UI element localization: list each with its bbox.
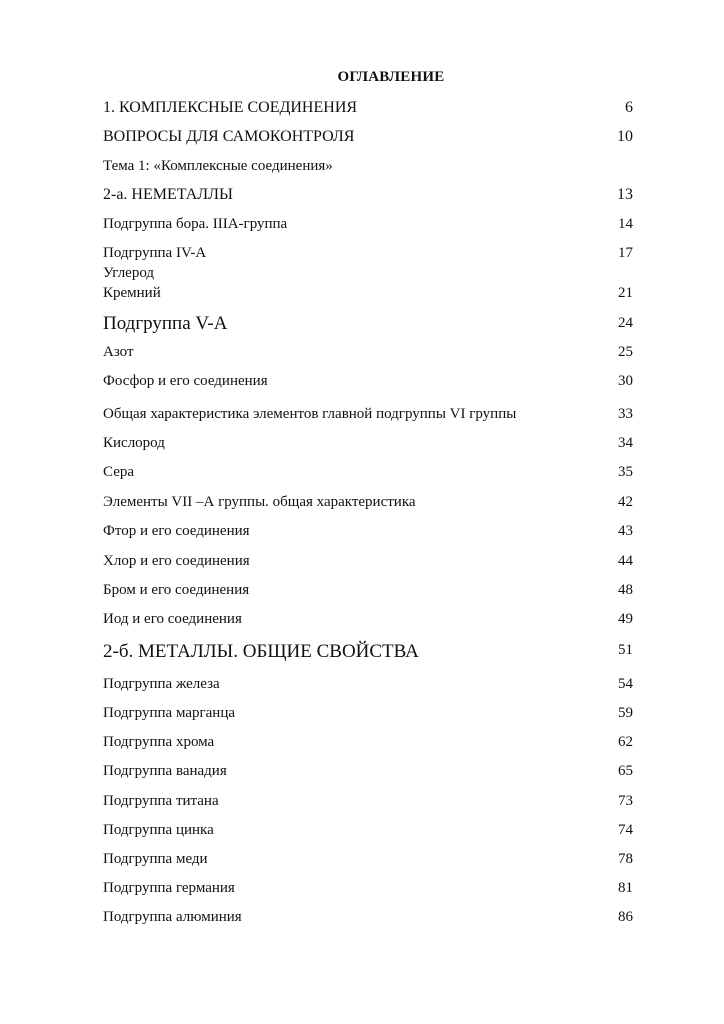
- toc-entry: [103, 763, 633, 787]
- toc-entry-page: 35: [618, 464, 633, 480]
- toc-entry: [103, 582, 633, 606]
- toc-entry-label: Иод и его соединения: [103, 611, 242, 627]
- toc-entry-label: Подгруппа хрома: [103, 734, 215, 750]
- toc-entry: [103, 523, 633, 547]
- toc-entry-page: 59: [618, 705, 633, 721]
- toc-entry-page: 17: [618, 245, 633, 261]
- toc-entry: [103, 851, 633, 875]
- toc-entry: [103, 553, 633, 577]
- toc-title: ОГЛАВЛЕНИЕ: [337, 69, 445, 85]
- toc-entry-label: 1. КОМПЛЕКСНЫЕ СОЕДИНЕНИЯ: [103, 99, 358, 116]
- toc-entry-label: 2-а. НЕМЕТАЛЛЫ: [103, 186, 233, 203]
- toc-entry-page: 74: [618, 822, 633, 838]
- toc-entry-label: Элементы VII –А группы. общая характеристика: [103, 494, 416, 510]
- toc-entry: [103, 313, 633, 337]
- toc-entry-page: 42: [618, 494, 633, 510]
- toc-entry-label: Подгруппа германия: [103, 880, 235, 896]
- toc-entry-label: Кислород: [103, 435, 165, 451]
- toc-entry: [103, 128, 633, 152]
- toc-entry: [103, 373, 633, 397]
- toc-entry-page: 73: [618, 793, 633, 809]
- toc-entry: [103, 435, 633, 459]
- toc-entry-page: 21: [618, 285, 633, 301]
- toc-entry: [103, 793, 633, 817]
- toc-entry: [103, 734, 633, 758]
- toc-entry: [103, 676, 633, 700]
- toc-entry: [103, 344, 633, 368]
- toc-entry-page: 78: [618, 851, 633, 867]
- toc-entry-label: Тема 1: «Комплексные соединения»: [103, 158, 333, 174]
- toc-entry: [103, 494, 633, 518]
- toc-entry-page: 51: [618, 642, 633, 658]
- toc-entry-page: 48: [618, 582, 633, 598]
- toc-entry: [103, 880, 633, 904]
- toc-entry-label: Подгруппа железа: [103, 676, 220, 692]
- toc-entry-label: Подгруппа V-A: [103, 313, 228, 334]
- toc-entry-page: 24: [618, 315, 633, 331]
- toc-entry-page: 86: [618, 909, 633, 925]
- toc-entry-page: 25: [618, 344, 633, 360]
- toc-entry-label: Фосфор и его соединения: [103, 373, 268, 389]
- toc-entry: [103, 611, 633, 635]
- toc-entry: [103, 99, 633, 123]
- toc-entry-label: Подгруппа ванадия: [103, 763, 227, 779]
- toc-entry-page: 33: [618, 406, 633, 422]
- toc-entry-label: Подгруппа цинка: [103, 822, 214, 838]
- toc-entry: [103, 909, 633, 933]
- toc-entry-label: Бром и его соединения: [103, 582, 250, 598]
- toc-entry-label: Хлор и его соединения: [103, 553, 250, 569]
- toc-entry-label: Углерод: [103, 265, 155, 281]
- toc-entry-label: Подгруппа марганца: [103, 705, 236, 721]
- toc-entry: [103, 285, 633, 309]
- toc-entry-page: 43: [618, 523, 633, 539]
- toc-entry-page: 14: [618, 216, 633, 232]
- toc-entry: [103, 158, 633, 182]
- toc-entry-page: 62: [618, 734, 633, 750]
- toc-entry-page: 44: [618, 553, 633, 569]
- toc-entry-label: Подгруппа бора. IIIA-группа: [103, 216, 288, 232]
- toc-entry-label: Азот: [103, 344, 134, 360]
- toc-entry-page: 6: [625, 99, 633, 116]
- toc-entry-page: 81: [618, 880, 633, 896]
- toc-entry-page: 30: [618, 373, 633, 389]
- toc-entry: [103, 705, 633, 729]
- toc-entry-label: ВОПРОСЫ ДЛЯ САМОКОНТРОЛЯ: [103, 128, 355, 145]
- toc-entry-label: Кремний: [103, 285, 161, 301]
- toc-entry-label: Подгруппа меди: [103, 851, 208, 867]
- toc-entry-page: 10: [617, 128, 633, 145]
- toc-entry-label: Подгруппа IV-A: [103, 245, 207, 261]
- toc-entry-page: 49: [618, 611, 633, 627]
- toc-entry-label: Сера: [103, 464, 135, 480]
- toc-entry: [103, 641, 633, 665]
- toc-entry-label: Подгруппа алюминия: [103, 909, 242, 925]
- toc-entry-label: Общая характеристика элементов главной подгруппы VI группы: [103, 406, 517, 422]
- toc-entry-page: 13: [617, 186, 633, 203]
- toc-entry: [103, 406, 633, 430]
- toc-entry-page: 54: [618, 676, 633, 692]
- toc-entry-label: 2-б. МЕТАЛЛЫ. ОБЩИЕ СВОЙСТВА: [103, 641, 419, 662]
- toc-entry-label: Подгруппа титана: [103, 793, 219, 809]
- toc-entry: [103, 822, 633, 846]
- toc-entry-page: 34: [618, 435, 633, 451]
- toc-entry-page: 65: [618, 763, 633, 779]
- toc-entry: [103, 464, 633, 488]
- toc-entry-label: Фтор и его соединения: [103, 523, 250, 539]
- toc-entry: [103, 216, 633, 240]
- toc-entry: [103, 186, 633, 210]
